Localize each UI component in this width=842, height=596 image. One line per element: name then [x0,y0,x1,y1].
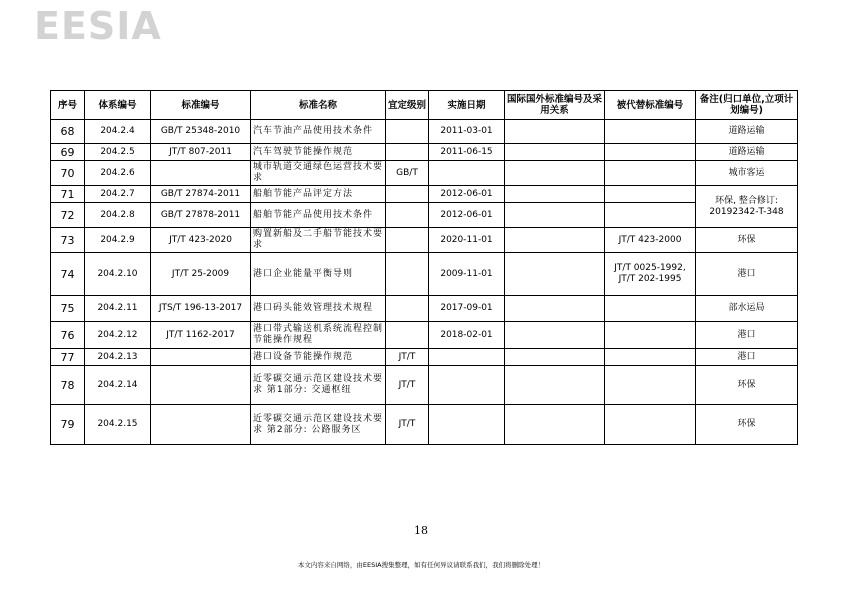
cell-standard-name: 城市轨道交通绿色运营技术要求 [251,161,386,186]
eesia-logo: EESIA [34,4,162,48]
cell-standard-no: GB/T 25348-2010 [151,120,251,144]
cell-standard-name: 汽车驾驶节能操作规范 [251,144,386,161]
cell-replaced-standard [605,349,696,366]
cell-date [429,349,505,366]
cell-remark: 港口 [696,253,798,296]
cell-date: 2009-11-01 [429,253,505,296]
cell-seq: 74 [51,253,85,296]
cell-level [386,253,429,296]
cell-intl-standard [505,228,605,253]
cell-standard-name: 购置新船及二手船节能技术要求 [251,228,386,253]
cell-replaced-standard [605,161,696,186]
table-row [51,228,798,253]
cell-intl-standard [505,405,605,445]
cell-system-no: 204.2.10 [85,253,151,296]
cell-standard-no: JT/T 25-2009 [151,253,251,296]
cell-system-no: 204.2.11 [85,296,151,322]
cell-standard-no: JT/T 423-2020 [151,228,251,253]
cell-replaced-standard [605,120,696,144]
cell-date: 2020-11-01 [429,228,505,253]
cell-standard-no [151,161,251,186]
table-row [51,296,798,322]
cell-level [386,203,429,228]
page-number: 18 [414,524,428,537]
header-standard-name: 标准名称 [251,91,386,120]
cell-level: JT/T [386,366,429,405]
cell-system-no: 204.2.14 [85,366,151,405]
cell-remark: 部水运局 [696,296,798,322]
cell-seq: 73 [51,228,85,253]
cell-intl-standard [505,349,605,366]
cell-level: JT/T [386,349,429,366]
cell-standard-no [151,405,251,445]
table-header-row [51,91,798,120]
cell-standard-name: 港口企业能量平衡导则 [251,253,386,296]
cell-system-no: 204.2.9 [85,228,151,253]
cell-seq: 71 [51,186,85,203]
cell-intl-standard [505,322,605,349]
cell-replaced-standard [605,203,696,228]
cell-system-no: 204.2.7 [85,186,151,203]
cell-level: GB/T [386,161,429,186]
cell-seq: 77 [51,349,85,366]
cell-seq: 78 [51,366,85,405]
cell-date [429,405,505,445]
cell-date: 2012-06-01 [429,203,505,228]
cell-standard-name: 港口设备节能操作规范 [251,349,386,366]
cell-seq: 72 [51,203,85,228]
cell-level [386,228,429,253]
header-level: 宜定级别 [386,91,429,120]
header-replaced-standard: 被代替标准编号 [605,91,696,120]
cell-replaced-standard [605,296,696,322]
cell-system-no: 204.2.6 [85,161,151,186]
cell-standard-no: GB/T 27874-2011 [151,186,251,203]
cell-remark: 环保 [696,228,798,253]
cell-replaced-standard [605,366,696,405]
cell-standard-no [151,349,251,366]
cell-system-no: 204.2.8 [85,203,151,228]
cell-intl-standard [505,253,605,296]
cell-level [386,120,429,144]
table-row [51,120,798,144]
header-seq: 序号 [51,91,85,120]
cell-intl-standard [505,120,605,144]
cell-date: 2011-03-01 [429,120,505,144]
cell-date [429,161,505,186]
table-row [51,203,798,228]
cell-remark: 港口 [696,322,798,349]
cell-date: 2017-09-01 [429,296,505,322]
header-date: 实施日期 [429,91,505,120]
cell-date: 2012-06-01 [429,186,505,203]
cell-system-no: 204.2.12 [85,322,151,349]
cell-level: JT/T [386,405,429,445]
cell-system-no: 204.2.15 [85,405,151,445]
cell-level [386,186,429,203]
header-standard-no: 标准编号 [151,91,251,120]
cell-intl-standard [505,144,605,161]
cell-remark: 环保 [696,366,798,405]
cell-system-no: 204.2.13 [85,349,151,366]
cell-seq: 69 [51,144,85,161]
cell-date: 2011-06-15 [429,144,505,161]
cell-standard-name: 港口带式输送机系统流程控制节能操作规程 [251,322,386,349]
table-row [51,144,798,161]
cell-seq: 75 [51,296,85,322]
cell-intl-standard [505,366,605,405]
cell-seq: 70 [51,161,85,186]
cell-standard-no: GB/T 27878-2011 [151,203,251,228]
cell-remark: 道路运输 [696,120,798,144]
table-row [51,366,798,405]
cell-system-no: 204.2.4 [85,120,151,144]
cell-replaced-standard [605,186,696,203]
standards-table [50,90,798,445]
cell-standard-name: 船舶节能产品使用技术条件 [251,203,386,228]
cell-system-no: 204.2.5 [85,144,151,161]
cell-seq: 76 [51,322,85,349]
cell-standard-no [151,366,251,405]
cell-date [429,366,505,405]
cell-intl-standard [505,161,605,186]
cell-standard-name: 港口码头能效管理技术规程 [251,296,386,322]
table-row [51,253,798,296]
table-row [51,186,798,203]
cell-seq: 68 [51,120,85,144]
cell-standard-name: 船舶节能产品评定方法 [251,186,386,203]
cell-standard-name: 近零碳交通示范区建设技术要求 第2部分: 公路服务区 [251,405,386,445]
cell-standard-no: JT/T 807-2011 [151,144,251,161]
cell-standard-no: JTS/T 196-13-2017 [151,296,251,322]
cell-intl-standard [505,203,605,228]
header-system-no: 体系编号 [85,91,151,120]
table-row [51,405,798,445]
cell-replaced-standard [605,405,696,445]
cell-replaced-standard [605,322,696,349]
cell-intl-standard [505,296,605,322]
table-row [51,349,798,366]
table-row [51,322,798,349]
cell-date: 2018-02-01 [429,322,505,349]
table-row [51,161,798,186]
cell-replaced-standard: JT/T 0025-1992, JT/T 202-1995 [605,253,696,296]
cell-remark: 港口 [696,349,798,366]
cell-level [386,296,429,322]
cell-replaced-standard: JT/T 423-2000 [605,228,696,253]
header-remark: 备注(归口单位,立项计划编号) [696,91,798,120]
cell-standard-name: 近零碳交通示范区建设技术要求 第1部分: 交通枢纽 [251,366,386,405]
cell-replaced-standard [605,144,696,161]
cell-standard-name: 汽车节油产品使用技术条件 [251,120,386,144]
cell-remark: 城市客运 [696,161,798,186]
cell-remark: 道路运输 [696,144,798,161]
cell-seq: 79 [51,405,85,445]
header-intl-standard: 国际国外标准编号及采用关系 [505,91,605,120]
cell-level [386,322,429,349]
cell-remark-merged: 环保, 整合修订: 20192342-T-348 [696,186,798,228]
cell-intl-standard [505,186,605,203]
cell-remark: 环保 [696,405,798,445]
footer-disclaimer: 本文内容来自网络，由EESIA搜集整理，如有任何异议请联系我们，我们将删除处理！ [297,561,545,569]
cell-standard-no: JT/T 1162-2017 [151,322,251,349]
cell-level [386,144,429,161]
